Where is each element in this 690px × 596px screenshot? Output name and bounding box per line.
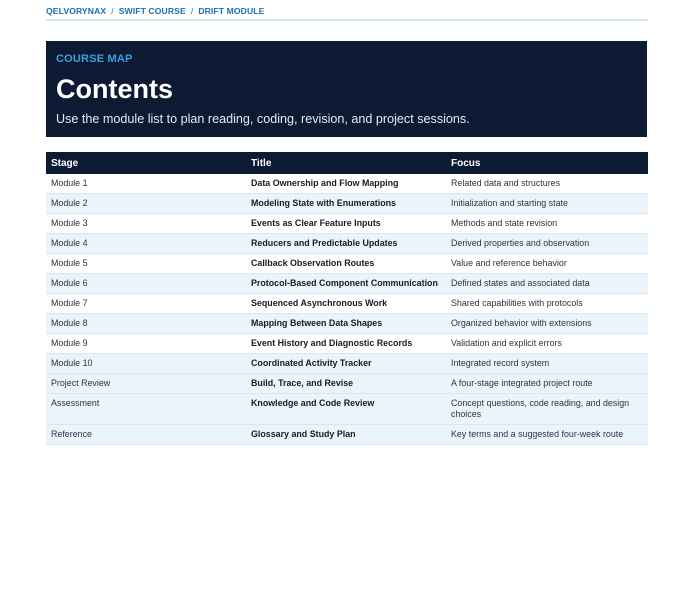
table-row (46, 174, 648, 194)
cell-focus: Initialization and starting state (446, 194, 648, 214)
cell-focus: Organized behavior with extensions (446, 314, 648, 334)
breadcrumb-item-module[interactable]: DRIFT MODULE (198, 6, 265, 16)
cell-focus: Validation and explicit errors (446, 334, 648, 354)
cell-stage: Module 7 (46, 294, 246, 314)
cell-title[interactable]: Callback Observation Routes (246, 254, 446, 274)
table-row (46, 374, 648, 394)
breadcrumb-separator: / (190, 6, 194, 16)
cell-stage: Module 6 (46, 274, 246, 294)
table-row (46, 274, 648, 294)
cell-title[interactable]: Protocol-Based Component Communication (246, 274, 446, 294)
cell-title[interactable]: Events as Clear Feature Inputs (246, 214, 446, 234)
cell-focus: Key terms and a suggested four-week route (446, 425, 648, 445)
cell-title[interactable]: Event History and Diagnostic Records (246, 334, 446, 354)
cell-title[interactable]: Build, Trace, and Revise (246, 374, 446, 394)
cell-focus: Methods and state revision (446, 214, 648, 234)
table-header (46, 152, 648, 174)
cell-title[interactable]: Coordinated Activity Tracker (246, 354, 446, 374)
cell-stage: Module 8 (46, 314, 246, 334)
column-header-stage: Stage (46, 152, 246, 174)
table-row (46, 394, 648, 425)
table-body (46, 174, 648, 445)
cell-title[interactable]: Modeling State with Enumerations (246, 194, 446, 214)
cell-stage: Reference (46, 425, 246, 445)
cell-focus: Value and reference behavior (446, 254, 648, 274)
cell-stage: Project Review (46, 374, 246, 394)
table-row (46, 425, 648, 445)
cell-focus: Derived properties and observation (446, 234, 648, 254)
table-row (46, 334, 648, 354)
cell-stage: Module 1 (46, 174, 246, 194)
table-row (46, 214, 648, 234)
cell-focus: Shared capabilities with protocols (446, 294, 648, 314)
cell-focus: Concept questions, code reading, and design choices (446, 394, 648, 425)
cell-title[interactable]: Glossary and Study Plan (246, 425, 446, 445)
cell-focus: Integrated record system (446, 354, 648, 374)
cell-stage: Module 4 (46, 234, 246, 254)
breadcrumb-divider (46, 19, 648, 21)
cell-stage: Module 9 (46, 334, 246, 354)
table-row (46, 234, 648, 254)
cell-stage: Module 3 (46, 214, 246, 234)
cell-focus: A four-stage integrated project route (446, 374, 648, 394)
column-header-title: Title (246, 152, 446, 174)
cell-title[interactable]: Reducers and Predictable Updates (246, 234, 446, 254)
cell-title[interactable]: Knowledge and Code Review (246, 394, 446, 425)
contents-table (46, 152, 648, 445)
breadcrumb-separator: / (111, 6, 114, 16)
cell-stage: Module 2 (46, 194, 246, 214)
breadcrumb-item-org[interactable]: QELVORYNAX (46, 6, 107, 16)
hero-subtitle: Use the module list to plan reading, coding, revision, and project sessions. (56, 112, 470, 126)
cell-focus: Related data and structures (446, 174, 648, 194)
cell-focus: Defined states and associated data (446, 274, 648, 294)
table-row (46, 254, 648, 274)
cell-title[interactable]: Sequenced Asynchronous Work (246, 294, 446, 314)
column-header-focus: Focus (446, 152, 648, 174)
table-row (46, 194, 648, 214)
table-row (46, 354, 648, 374)
table-row (46, 314, 648, 334)
hero-banner (46, 41, 647, 137)
cell-stage: Module 10 (46, 354, 246, 374)
table-row (46, 294, 648, 314)
table-header-row (46, 152, 648, 174)
page-title: Contents (56, 74, 173, 104)
cell-stage: Module 5 (46, 254, 246, 274)
hero-eyebrow: COURSE MAP (56, 53, 133, 65)
breadcrumb (46, 6, 648, 19)
cell-title[interactable]: Data Ownership and Flow Mapping (246, 174, 446, 194)
cell-stage: Assessment (46, 394, 246, 425)
cell-title[interactable]: Mapping Between Data Shapes (246, 314, 446, 334)
breadcrumb-item-course[interactable]: SWIFT COURSE (118, 6, 186, 16)
